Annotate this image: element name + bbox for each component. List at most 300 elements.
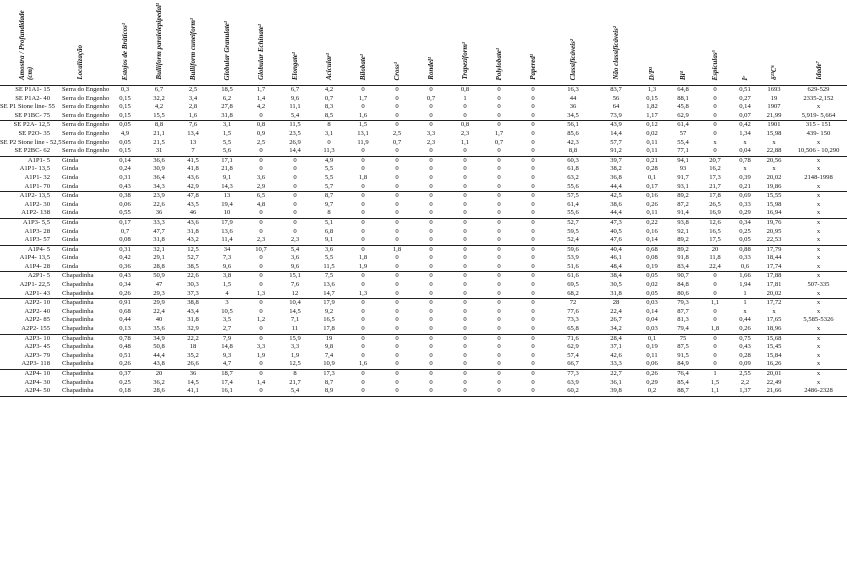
value-cell: 1693 — [758, 86, 790, 95]
value-cell: 0 — [713, 147, 717, 155]
value-cell: 60,3 — [550, 156, 596, 165]
value-cell: 0 — [463, 378, 467, 386]
value-cell: x — [816, 343, 821, 351]
table-row — [0, 263, 847, 272]
value-cell: 42,6 — [610, 351, 622, 359]
value-cell: 1,3 — [358, 289, 368, 297]
value-cell: 0,05 — [646, 289, 658, 297]
value-cell: 1,6 — [358, 111, 368, 119]
value-cell: 6,8 — [324, 227, 334, 235]
value-cell: 26,6 — [187, 360, 199, 368]
value-cell: 0 — [516, 156, 550, 165]
column-header-label: Trapeziform¹ — [461, 42, 469, 80]
value-cell: 5,5 — [324, 165, 334, 173]
value-cell: 1,5 — [710, 378, 720, 386]
value-cell: 0,51 — [119, 351, 131, 359]
value-cell: 1,1 — [698, 299, 732, 308]
value-cell: 59,5 — [567, 227, 579, 235]
value-cell: 0 — [395, 378, 399, 386]
value-cell: 31,8 — [187, 316, 199, 324]
value-cell: 1,3 — [256, 289, 266, 297]
sample-cell: SE P1A2- 40 — [15, 94, 50, 102]
location-cell: Chapadinha — [62, 307, 94, 315]
value-cell: 11,1 — [289, 103, 301, 111]
value-cell: 19 — [770, 94, 778, 102]
table-row — [0, 281, 847, 290]
value-cell: 0 — [346, 245, 380, 254]
location-cell: Serra do Engenho — [62, 138, 110, 146]
value-cell: 0,19 — [646, 262, 658, 270]
table-row — [0, 325, 847, 334]
value-cell: 0 — [448, 192, 482, 201]
value-cell: 50,9 — [142, 272, 176, 281]
value-cell: 22,6 — [153, 200, 165, 208]
value-cell: 26,7 — [610, 316, 622, 324]
value-cell: 4 — [225, 289, 229, 297]
value-cell: 22,4 — [610, 307, 622, 315]
value-cell: x — [713, 138, 717, 146]
value-cell: x — [816, 182, 821, 190]
value-cell: 91,4 — [677, 209, 689, 217]
value-cell: 40 — [155, 316, 163, 324]
location-cell: Chapadinha — [52, 299, 108, 308]
value-cell: 15,45 — [766, 343, 782, 351]
value-cell: 0,7 — [120, 227, 130, 235]
value-cell: 0 — [414, 370, 448, 379]
value-cell: 0 — [395, 200, 399, 208]
value-cell: 0 — [448, 272, 482, 281]
value-cell: 22,88 — [766, 147, 782, 155]
value-cell: 0,17 — [108, 218, 142, 227]
value-cell: 1,82 — [646, 103, 658, 111]
sample-cell: A2P3- 10 — [0, 334, 52, 343]
value-cell: 0 — [463, 254, 467, 262]
value-cell: 15,68 — [758, 334, 790, 343]
value-cell: 61,4 — [668, 121, 698, 130]
value-cell: 0 — [361, 378, 365, 386]
column-header-label: Bi⁴ — [679, 70, 687, 80]
value-cell: 0 — [414, 218, 448, 227]
value-cell: 61,6 — [550, 272, 596, 281]
value-cell: 28,4 — [596, 334, 636, 343]
table-row — [0, 86, 847, 95]
value-cell: 83,7 — [596, 86, 636, 95]
value-cell: 3,8 — [210, 272, 244, 281]
value-cell: 9,1 — [222, 173, 232, 181]
value-cell: 5,919- 5,664 — [801, 111, 836, 119]
value-cell: 0,26 — [739, 325, 751, 333]
value-cell: 0 — [395, 325, 399, 333]
value-cell: x — [790, 156, 847, 165]
value-cell: 0 — [463, 236, 467, 244]
value-cell: 87,5 — [677, 343, 689, 351]
value-cell: 0,05 — [119, 138, 131, 146]
sample-cell: SE P2 Stone line - 52,5 — [0, 138, 62, 146]
value-cell: 16,9 — [709, 209, 721, 217]
column-header-label: δ¹³C⁶ — [770, 65, 778, 80]
value-cell: 29,1 — [153, 254, 165, 262]
value-cell: 0 — [429, 360, 433, 368]
table-row — [0, 201, 847, 210]
column-header — [244, 0, 278, 86]
value-cell: 1,1 — [698, 387, 732, 396]
column-header-label: Não classificáveis² — [612, 26, 620, 80]
value-cell: 13 — [189, 138, 197, 146]
value-cell: 0 — [380, 156, 414, 165]
value-cell: 30,3 — [187, 281, 199, 289]
value-cell: 0 — [259, 165, 263, 173]
value-cell: 0 — [497, 236, 501, 244]
value-cell: 0 — [429, 316, 433, 324]
value-cell: 11,8 — [709, 254, 721, 262]
value-cell: 0 — [380, 299, 414, 308]
value-cell: 0 — [259, 262, 263, 270]
value-cell: 77,6 — [567, 307, 579, 315]
value-cell: 39,8 — [596, 387, 636, 396]
value-cell: 0 — [380, 218, 414, 227]
location-cell: Ginda — [62, 173, 79, 181]
column-header — [346, 0, 380, 86]
value-cell: 0 — [497, 173, 501, 181]
value-cell: 0 — [414, 86, 448, 95]
value-cell: 1,5 — [222, 129, 232, 137]
value-cell: 7,4 — [324, 351, 334, 359]
value-cell: 9,6 — [222, 262, 232, 270]
value-cell: x — [816, 262, 821, 270]
value-cell: 0,24 — [119, 165, 131, 173]
value-cell: 0 — [463, 281, 467, 289]
sample-cell: SE P2A- 12,5 — [0, 121, 52, 130]
value-cell: 17,1 — [210, 156, 244, 165]
value-cell: 0 — [516, 334, 550, 343]
value-cell: 38,8 — [176, 299, 210, 308]
value-cell: 0 — [361, 325, 365, 333]
value-cell: 33,3 — [142, 218, 176, 227]
value-cell: 19,76 — [758, 218, 790, 227]
value-cell: 0 — [497, 360, 501, 368]
table-row — [0, 299, 847, 308]
value-cell: 629-529 — [790, 86, 847, 95]
value-cell: 2,3 — [460, 129, 470, 137]
value-cell: 57,5 — [550, 192, 596, 201]
value-cell: 0 — [516, 192, 550, 201]
location-cell: Chapadinha — [62, 289, 94, 297]
value-cell: 0 — [531, 200, 535, 208]
value-cell: 1,9 — [358, 262, 368, 270]
value-cell: 22,49 — [766, 378, 782, 386]
column-header-label: Bulliform paralelepipedal¹ — [155, 3, 163, 80]
column-header — [380, 0, 414, 86]
value-cell: 89,2 — [677, 236, 689, 244]
value-cell: 0 — [361, 307, 365, 315]
value-cell: 0 — [395, 289, 399, 297]
value-cell: 0,34 — [732, 218, 758, 227]
value-cell: 3,4 — [188, 94, 198, 102]
column-header-label: Amostra / Profundidade (cm) — [18, 10, 34, 80]
value-cell: 2486-2328 — [790, 387, 847, 396]
value-cell: 91,5 — [677, 351, 689, 359]
value-cell: 0 — [278, 192, 312, 201]
value-cell: 47 — [155, 281, 163, 289]
location-cell: Ginda — [62, 236, 79, 244]
location-cell: Chapadinha — [62, 343, 94, 351]
value-cell: 5,4 — [290, 111, 300, 119]
value-cell: 0 — [395, 262, 399, 270]
value-cell: 0 — [463, 103, 467, 111]
value-cell: x — [790, 218, 847, 227]
value-cell: 0,16 — [636, 192, 668, 201]
value-cell: 62,9 — [677, 111, 689, 119]
value-cell: x — [816, 138, 821, 146]
value-cell: 0 — [531, 281, 535, 289]
value-cell: 0,44 — [119, 316, 131, 324]
value-cell: 0,04 — [646, 316, 658, 324]
value-cell: 5,4 — [278, 387, 312, 396]
value-cell: 55,4 — [677, 138, 689, 146]
value-cell: 0,14 — [646, 307, 658, 315]
value-cell: 56,1 — [550, 121, 596, 130]
value-cell: 1,7 — [494, 129, 504, 137]
value-cell: 0 — [531, 173, 535, 181]
value-cell: 0 — [698, 272, 732, 281]
sample-cell: A2P1- 5 — [0, 272, 52, 281]
value-cell: 16,5 — [709, 227, 721, 235]
value-cell: 47,6 — [610, 236, 622, 244]
value-cell: 0 — [531, 209, 535, 217]
value-cell: 47,3 — [596, 218, 636, 227]
value-cell: 20,02 — [766, 289, 782, 297]
value-cell: 0,7 — [324, 94, 334, 102]
value-cell: 36 — [176, 370, 210, 379]
sample-cell: A2P2- 155 — [21, 325, 50, 333]
value-cell: 6,7 — [278, 86, 312, 95]
value-cell: x — [790, 334, 847, 343]
value-cell: 22,2 — [176, 334, 210, 343]
column-header-label: Idade⁷ — [814, 61, 823, 80]
value-cell: 0,03 — [636, 299, 668, 308]
value-cell: 57 — [679, 129, 687, 137]
column-header — [698, 0, 732, 86]
sample-cell: A2P3- 79 — [24, 351, 50, 359]
value-cell: 0,26 — [646, 200, 658, 208]
value-cell: 30,5 — [610, 281, 622, 289]
value-cell: 1 — [743, 289, 747, 297]
value-cell: 0 — [395, 316, 399, 324]
value-cell: 0 — [244, 272, 278, 281]
value-cell: 0,8 — [448, 86, 482, 95]
value-cell: 89,2 — [668, 192, 698, 201]
value-cell: 1,8 — [710, 325, 720, 333]
value-cell: 0 — [429, 236, 433, 244]
value-cell: 38,2 — [610, 165, 622, 173]
value-cell: 1,6 — [358, 360, 368, 368]
column-header-label: Polylobate¹ — [495, 47, 503, 80]
value-cell: 22,4 — [153, 307, 165, 315]
value-cell: 0 — [361, 103, 365, 111]
value-cell: x — [790, 272, 847, 281]
value-cell: 34 — [210, 245, 244, 254]
location-cell: Ginda — [62, 227, 79, 235]
value-cell: 17,72 — [758, 299, 790, 308]
value-cell: x — [816, 360, 821, 368]
table-row — [0, 308, 847, 317]
table-row — [0, 209, 847, 218]
value-cell: 0,33 — [739, 200, 751, 208]
table-row — [0, 228, 847, 237]
value-cell: 17,3 — [312, 370, 346, 379]
value-cell: 3,6 — [290, 254, 300, 262]
value-cell: x — [816, 200, 821, 208]
value-cell: 42,9 — [187, 182, 199, 190]
value-cell: 0 — [361, 316, 365, 324]
value-cell: 0 — [414, 299, 448, 308]
value-cell: 0,07 — [739, 111, 751, 119]
value-cell: 0 — [713, 307, 717, 315]
value-cell: 0 — [429, 254, 433, 262]
column-header — [636, 0, 668, 86]
value-cell: 0,7 — [392, 138, 402, 146]
value-cell: 31 — [155, 147, 163, 155]
value-cell: 0,25 — [119, 378, 131, 386]
column-header-label: Espiculas⁵ — [711, 49, 719, 80]
value-cell: 34,3 — [153, 182, 165, 190]
value-cell: 0 — [361, 147, 365, 155]
value-cell: 0 — [380, 86, 414, 95]
value-cell: 21,8 — [221, 165, 233, 173]
value-cell: 5,5 — [324, 254, 334, 262]
location-cell: Serra do Engenho — [62, 111, 110, 119]
value-cell: 8 — [278, 370, 312, 379]
value-cell: 69,5 — [567, 281, 579, 289]
value-cell: 0 — [395, 94, 399, 102]
value-cell: 66,7 — [567, 360, 579, 368]
value-cell: 4,2 — [312, 86, 346, 95]
value-cell: 79,3 — [668, 299, 698, 308]
value-cell: 5,1 — [312, 218, 346, 227]
value-cell: 0 — [482, 192, 516, 201]
value-cell: 0,15 — [646, 94, 658, 102]
value-cell: 0,7 — [494, 138, 504, 146]
sample-cell: A1P1- 70 — [24, 182, 50, 190]
value-cell: 37,3 — [187, 289, 199, 297]
value-cell: 7,9 — [210, 334, 244, 343]
value-cell: 0,15 — [119, 111, 131, 119]
value-cell: 1,94 — [739, 281, 751, 289]
value-cell: 0 — [463, 200, 467, 208]
value-cell: 20,7 — [698, 156, 732, 165]
sample-cell: SE P1BC- 75 — [14, 111, 50, 119]
table-row — [0, 352, 847, 361]
value-cell: 15,5 — [153, 111, 165, 119]
value-cell: 0 — [380, 370, 414, 379]
value-cell: 31,8 — [221, 111, 233, 119]
column-header-label: Bulliform cuneiform¹ — [189, 17, 197, 80]
value-cell: 80,6 — [677, 289, 689, 297]
value-cell: x — [743, 138, 747, 146]
value-cell: 1 — [732, 299, 758, 308]
value-cell: 1,5 — [346, 121, 380, 130]
value-cell: 2,3 — [256, 236, 266, 244]
value-cell: 0,48 — [119, 343, 131, 351]
value-cell: 0 — [429, 200, 433, 208]
value-cell: 93,1 — [677, 182, 689, 190]
value-cell: 0 — [463, 209, 467, 217]
value-cell: 11,9 — [357, 138, 369, 146]
location-cell: Serra do Engenho — [62, 129, 110, 137]
value-cell: 4,2 — [256, 103, 266, 111]
value-cell: 16,26 — [766, 360, 782, 368]
table-row — [0, 95, 847, 104]
value-cell: 0,05 — [636, 272, 668, 281]
sample-cell: A2P4- 10 — [0, 370, 52, 379]
location-cell: Chapadinha — [62, 351, 94, 359]
location-cell: Ginda — [62, 262, 79, 270]
value-cell: 28,8 — [153, 262, 165, 270]
value-cell: 8,8 — [142, 121, 176, 130]
value-cell: 10,506 - 10,290 — [797, 147, 840, 155]
value-cell: 0,42 — [119, 254, 131, 262]
value-cell: 81,3 — [677, 316, 689, 324]
table-row — [0, 343, 847, 352]
table-row — [0, 254, 847, 263]
value-cell: 43,4 — [187, 307, 199, 315]
value-cell: 0 — [395, 147, 399, 155]
value-cell: 0,19 — [646, 343, 658, 351]
value-cell: 0 — [346, 192, 380, 201]
value-cell: 0 — [698, 121, 732, 130]
value-cell: 6,7 — [142, 86, 176, 95]
value-cell: 38,4 — [596, 272, 636, 281]
location-cell: Ginda — [62, 209, 79, 217]
sample-cell: A2P2- 85 — [24, 316, 50, 324]
value-cell: x — [772, 307, 776, 315]
value-cell: 0 — [531, 254, 535, 262]
value-cell: 14,4 — [610, 129, 622, 137]
value-cell: 17,81 — [766, 281, 782, 289]
value-cell: 0,28 — [646, 165, 658, 173]
value-cell: 0 — [482, 334, 516, 343]
value-cell: 4,2 — [154, 103, 164, 111]
value-cell: 34,2 — [610, 325, 622, 333]
value-cell: 14,5 — [289, 307, 301, 315]
value-cell: 9,6 — [290, 94, 300, 102]
value-cell: 0 — [531, 360, 535, 368]
sample-cell: A2P4- 30 — [24, 378, 50, 386]
value-cell: 439- 150 — [806, 129, 831, 137]
value-cell: 0 — [361, 351, 365, 359]
value-cell: 0 — [429, 289, 433, 297]
table-row — [0, 290, 847, 299]
value-cell: 44,4 — [153, 351, 165, 359]
value-cell: x — [790, 370, 847, 379]
value-cell: 0 — [497, 165, 501, 173]
value-cell: 0,04 — [739, 147, 751, 155]
value-cell: 12,6 — [698, 218, 732, 227]
value-cell: 3 — [210, 299, 244, 308]
value-cell: 0,27 — [739, 94, 751, 102]
value-cell: 0,05 — [108, 121, 142, 130]
value-cell: 0,38 — [108, 192, 142, 201]
value-cell: 0,26 — [119, 289, 131, 297]
value-cell: 0 — [463, 227, 467, 235]
value-cell: 0 — [395, 343, 399, 351]
value-cell: 0 — [497, 209, 501, 217]
location-cell: Serra do Engenho — [52, 121, 108, 130]
value-cell: 50,8 — [153, 343, 165, 351]
value-cell: 22,53 — [766, 236, 782, 244]
value-cell: 0 — [244, 370, 278, 379]
value-cell: 32,1 — [142, 245, 176, 254]
